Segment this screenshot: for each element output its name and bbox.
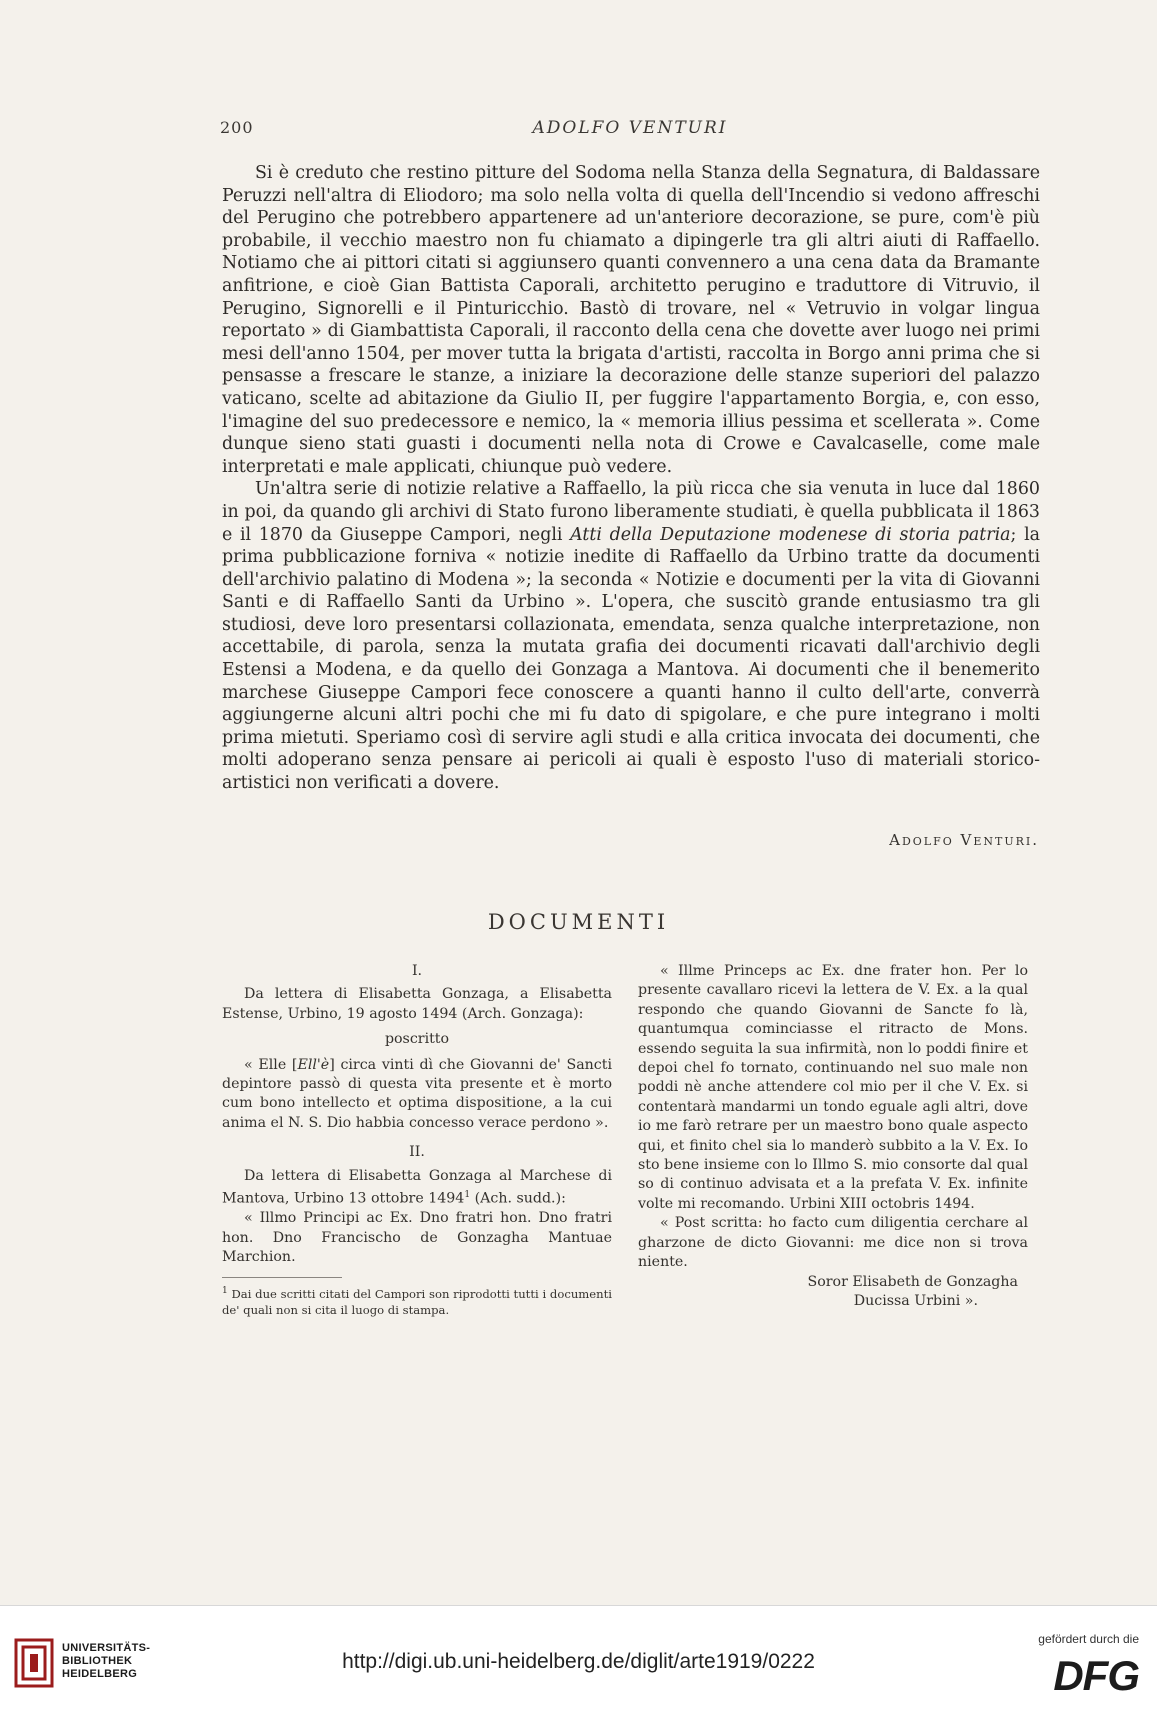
document-number-1: I. [411,963,423,979]
main-text [222,162,1040,795]
journal-title: Atti della Deputazione modenese di storia patria [570,524,1011,545]
letter-signature-2: Ducissa Urbini ». [853,1292,978,1309]
paragraph-1: Si è creduto che restino pitture del Sodoma nella Stanza della Segnatura, di Baldassare Peruzzi nell'altra di Eliodoro; ma solo nella volta di quella dell'Incendio si vedono affreschi del Perugino che potrebbero appartenere ad un'anteriore decorazione, se pure, com'è più probabile, il vecchio maestro non fu chiamato a dipingerle tra gli altri aiuti di Raffaello. Notiamo che ai pittori citati si aggiunsero quanti convennero a una cena data da Bramante anfitrione, e cioè Gian Battista Caporali, architetto perugino e traduttore di Vitruvio, il Perugino, Signorelli e il Pinturicchio. Bastò di trovare, nel « Vetruvio in volgar lingua reportato » di Giambattista Caporali, il racconto della cena che dovette aver luogo nei primi mesi dell'anno 1504, per mover tutta la brigata d'artisti, raccolta in Borgo anni prima che si pensasse a frescare le stanze, a iniziare la decorazione delle stanze superiori del palazzo vaticano, scelte ad abitazione da Giulio II, per fuggire l'appartamento Borgia, e, con esso, l'imagine del suo predecessore e nemico, la « memoria illius pessima et scellerata ». Come dunque sieno stati guasti i documenti nella nota di Crowe e Cavalcaselle, come male interpretati e male applicati, chiunque può vedere. [222,163,1040,477]
funded-by-label: gefördert durch die [1038,1632,1139,1646]
letter-postscript: « Post scritta: ho facto cum diligentia cerchare al gharzone de dicto Giovanni: me dice non si trova niente. [638,1215,1028,1271]
letter-body: « Illme Princeps ac Ex. dne frater hon. Per lo presente cavallaro ricevi la lettera de V. Ex. a la qual respondo che quando Giovanni de Sancte fo là, quantumqua cominciasse el ritracto de Mons. essendo seguita la sua infirmità, non lo poddi finire et depoi chel fo tornato, continuando nel suo male non poddi nè anche attendere col mio per il che V. Ex. si contentarà mandarmi un tondo eguale agli altri, dove io me farò retrare per un maestro bono quale aspecto qui, et finito chel sia lo manderò subbito a la V. Ex. Io sto bene insieme con lo Illmo S. mio consorte dal qual so di continuo advisata et a la prefata V. Ex. infinite volte mi recomando. Urbini XIII octobris 1494. [638,963,1028,1212]
author-signature: Adolfo Venturi. [889,831,1039,849]
footnote-ref: 1 [464,1190,471,1201]
paragraph-2-part-b: ; la prima pubblicazione forniva « notizie inedite di Raffaello da Urbino tratte da documenti dell'archivio palatino di Modena »; la seconda « Notizie e documenti per la vita di Giovanni Santi e di Raffaello Santi da Urbino ». L'opera, che suscitò grande entusiasmo tra gli studiosi, deve loro presentarsi collazionata, emendata, senza qualche interpretazione, non accettabile, di parola, senza la mutata grafia dei documenti ricavati dall'archivio degli Estensi a Modena, e da quello dei Gonzaga a Mantova. Ai documenti che il benemerito marchese Giuseppe Campori fece conoscere a quanti hanno il culto dell'arte, converrà aggiungerne alcuni altri pochi che mi fu dato di spigolare, e che pure integrano i molti prima mietuti. Speriamo così di servire agli studi e alla critica invocata dei documenti, che molti adoperano senza pensare ai pericoli ai quali è esposto l'uso di materiali storico-artistici non verificati a dovere. [222,524,1040,794]
doc2-intro-a: Da lettera di Elisabetta Gonzaga al Marchese di Mantova, Urbino 13 ottobre 1494 [222,1167,612,1207]
footnote [222,1284,612,1318]
footer-bar [0,1605,1157,1720]
library-line-3: HEIDELBERG [62,1668,138,1680]
footnote-divider [222,1277,342,1278]
right-column [638,962,1028,1311]
permalink-url[interactable]: http://digi.ub.uni-heidelberg.de/diglit/arte1919/0222 [342,1650,815,1673]
footnote-number: 1 [222,1286,228,1297]
dfg-logo: DFG [1053,1652,1139,1699]
section-title: DOCUMENTI [487,910,670,934]
document-2-intro [222,1167,612,1210]
paragraph-2-part-a: Un'altra serie di notizie relative a Raffaello, la più ricca che sia venuta in luce dal 1860 in poi, da quando gli archivi di Stato furono liberamente studiati, è quella pubblicata il 1863 e il 1870 da Giuseppe Campori, negli [222,479,1040,545]
paragraph-2 [222,478,1040,794]
doc1-text-a: « Elle [ [244,1056,298,1073]
document-1-intro: Da lettera di Elisabetta Gonzaga, a Elisabetta Estense, Urbino, 19 agosto 1494 (Arch. Gonzaga): [222,986,612,1022]
document-2-text: « Illmo Principi ac Ex. Dno fratri hon. Dno fratri hon. Dno Francischo de Gonzagha Mantuae Marchion. [222,1210,612,1266]
document-number-2: II. [409,1144,425,1161]
library-line-1: UNIVERSITÄTS- [62,1642,151,1654]
letter-signature-1: Soror Elisabeth de Gonzagha [807,1273,1018,1290]
running-title: ADOLFO VENTURI [532,118,728,138]
page-number: 200 [220,118,254,137]
postscript-label: poscritto [384,1031,450,1048]
left-column [222,962,612,1318]
doc1-text-b: ] circa vinti dì che Giovanni de' Sancti depintore passò di questa vita presente et è morto cum bono intellecto et optima dispositione, a la cui anima el N. S. Dio habbia concesso verace perdono ». [222,1056,612,1131]
footnote-text: Dai due scritti citati del Campori son riprodotti tutti i documenti de' quali non si cita il luogo di stampa. [222,1287,612,1317]
document-1-text [222,1056,612,1134]
page-header [220,118,1040,142]
library-line-2: BIBLIOTHEK [62,1655,133,1667]
doc1-text-italic: Ell'è [297,1056,330,1073]
doc2-intro-b: (Ach. sudd.): [470,1190,566,1207]
